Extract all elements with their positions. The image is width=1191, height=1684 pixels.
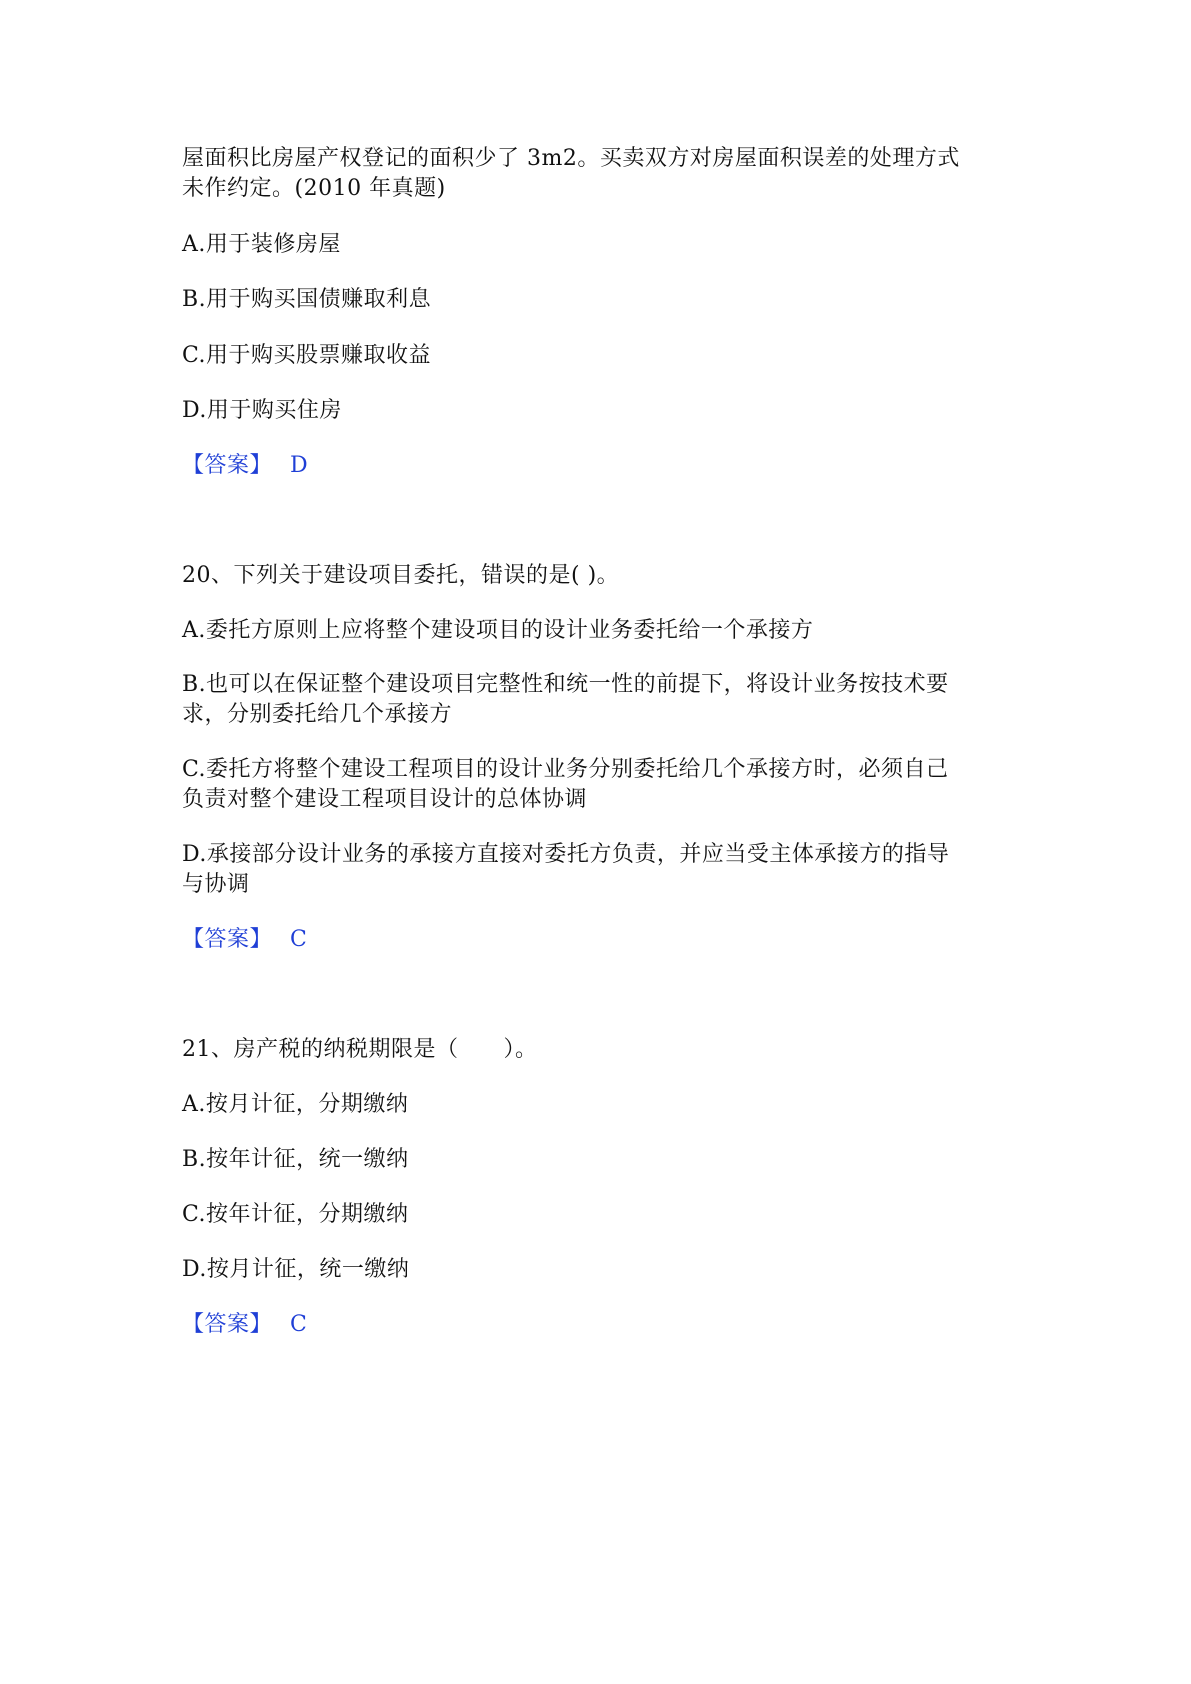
answer-label: 【答案】 [182, 1312, 273, 1337]
question-20-stem: 20、下列关于建设项目委托，错误的是( )。 [182, 563, 620, 588]
answer-label: 【答案】 [182, 453, 273, 478]
question-20-answer [182, 925, 307, 955]
answer-value: C [290, 927, 308, 952]
question-20-option-d-line-1: D.承接部分设计业务的承接方直接对委托方负责，并应当受主体承接方的指导 [182, 842, 950, 867]
question-20-option-a: A.委托方原则上应将整个建设项目的设计业务委托给一个承接方 [182, 618, 814, 643]
question-21-option-c: C.按年计征，分期缴纳 [182, 1202, 409, 1227]
question-19-option-c: C.用于购买股票赚取收益 [182, 343, 432, 368]
question-20-option-c-line-2: 负责对整个建设工程项目设计的总体协调 [182, 787, 588, 812]
question-19-stem-line-1: 屋面积比房屋产权登记的面积少了 3m2。买卖双方对房屋面积误差的处理方式 [182, 146, 960, 171]
question-21-answer [182, 1310, 307, 1340]
question-20-option-d-line-2: 与协调 [182, 872, 250, 897]
question-20-option-b-line-2: 求，分别委托给几个承接方 [182, 702, 453, 727]
answer-value: C [290, 1312, 308, 1337]
question-20-option-c-line-1: C.委托方将整个建设工程项目的设计业务分别委托给几个承接方时，必须自己 [182, 757, 949, 782]
question-19-option-b: B.用于购买国债赚取利息 [182, 287, 432, 312]
question-21-stem: 21、房产税的纳税期限是（ ）。 [182, 1037, 538, 1062]
question-19-answer [182, 451, 308, 481]
question-19-option-d: D.用于购买住房 [182, 398, 342, 423]
question-21-option-d: D.按月计征，统一缴纳 [182, 1257, 410, 1282]
question-21-option-b: B.按年计征，统一缴纳 [182, 1147, 409, 1172]
question-20-option-b-line-1: B.也可以在保证整个建设项目完整性和统一性的前提下，将设计业务按技术要 [182, 672, 949, 697]
answer-value: D [290, 453, 309, 478]
answer-label: 【答案】 [182, 927, 273, 952]
question-21-option-a: A.按月计征，分期缴纳 [182, 1092, 409, 1117]
question-19-option-a: A.用于装修房屋 [182, 232, 341, 257]
question-19-stem-line-2: 未作约定。(2010 年真题) [182, 176, 446, 201]
